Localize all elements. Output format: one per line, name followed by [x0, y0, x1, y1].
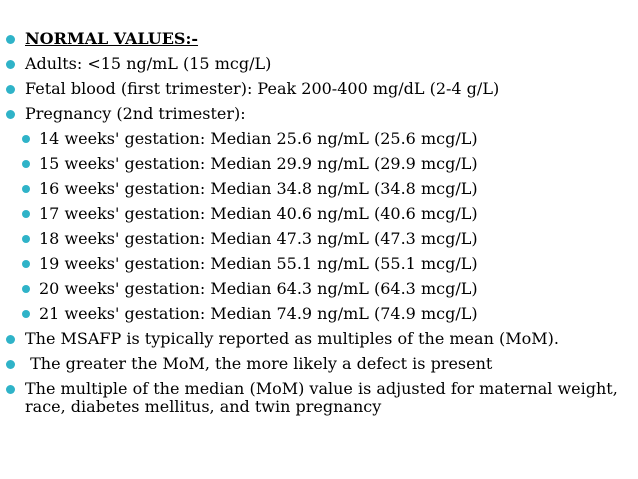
sub-item-week-16	[22, 180, 634, 198]
list-item-text: The greater the MoM, the more likely a defect is present	[25, 354, 493, 373]
sub-item-text: 16 weeks' gestation: Median 34.8 ng/mL (34.8 mcg/L)	[39, 179, 478, 198]
sub-item-text: 21 weeks' gestation: Median 74.9 ng/mL (74.9 mcg/L)	[39, 304, 478, 323]
bullet-icon	[22, 185, 30, 193]
sub-item-text: 14 weeks' gestation: Median 25.6 ng/mL (25.6 mcg/L)	[39, 129, 478, 148]
list-item-normal-values	[6, 30, 634, 48]
bullet-icon	[22, 210, 30, 218]
bullet-icon	[6, 110, 15, 119]
bullet-icon	[6, 35, 15, 44]
bullet-icon	[22, 135, 30, 143]
bullet-icon	[22, 310, 30, 318]
list-item-mom-adjusted	[6, 380, 634, 416]
list-item-text: Adults: <15 ng/mL (15 mcg/L)	[25, 54, 272, 73]
sub-item-text: 20 weeks' gestation: Median 64.3 ng/mL (64.3 mcg/L)	[39, 279, 478, 298]
sub-item-week-14	[22, 130, 634, 148]
list-item-text: Fetal blood (first trimester): Peak 200-400 mg/dL (2-4 g/L)	[25, 79, 500, 98]
bullet-list	[6, 30, 634, 423]
sub-item-week-19	[22, 255, 634, 273]
bullet-icon	[6, 335, 15, 344]
bullet-icon	[6, 85, 15, 94]
bullet-icon	[22, 260, 30, 268]
bullet-icon	[22, 285, 30, 293]
sub-item-text: 15 weeks' gestation: Median 29.9 ng/mL (29.9 mcg/L)	[39, 154, 478, 173]
list-item-text: Pregnancy (2nd trimester):	[25, 104, 246, 123]
bullet-icon	[6, 385, 15, 394]
list-item-fetal-blood	[6, 80, 634, 98]
section-heading: NORMAL VALUES:-	[25, 29, 199, 48]
list-item-adults	[6, 55, 634, 73]
sub-item-week-20	[22, 280, 634, 298]
sub-item-week-18	[22, 230, 634, 248]
list-item-greater-mom	[6, 355, 634, 373]
bullet-icon	[22, 160, 30, 168]
bullet-icon	[6, 60, 15, 69]
sub-item-text: 17 weeks' gestation: Median 40.6 ng/mL (40.6 mcg/L)	[39, 204, 478, 223]
sub-item-text: 19 weeks' gestation: Median 55.1 ng/mL (55.1 mcg/L)	[39, 254, 478, 273]
list-item-msafp	[6, 330, 634, 348]
sub-item-week-21	[22, 305, 634, 323]
sub-item-week-17	[22, 205, 634, 223]
sub-item-text: 18 weeks' gestation: Median 47.3 ng/mL (47.3 mcg/L)	[39, 229, 478, 248]
list-item-text: The multiple of the median (MoM) value is adjusted for maternal weight, race, diabetes mellitus, and twin pregnancy	[25, 379, 618, 416]
bullet-icon	[6, 360, 15, 369]
list-item-pregnancy	[6, 105, 634, 123]
list-item-text: The MSAFP is typically reported as multiples of the mean (MoM).	[25, 329, 559, 348]
sub-item-week-15	[22, 155, 634, 173]
bullet-icon	[22, 235, 30, 243]
